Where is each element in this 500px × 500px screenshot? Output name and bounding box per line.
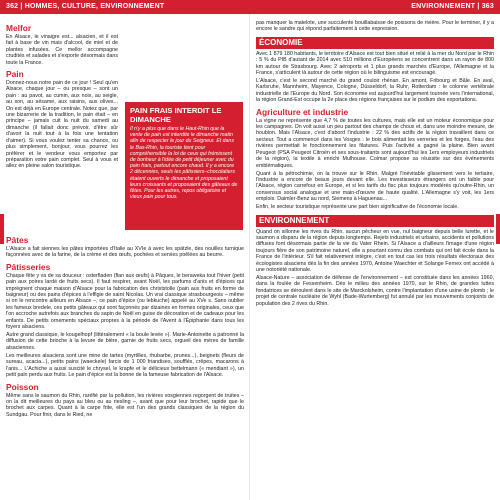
paragraph-agriculture-1: La vigne ne représente que 4,7 % de toutes les cultures, mais elle est un moteur économique pour les campagnes. On voit aussi un peu partout des champs de choux et, dans une moindre mesure, de houblon. Mais l'Alsace, c'est d'abord l'industrie : 22 % des actifs de la région travaillent dans ce secteur. Tout a commencé dans les Vosges : le bois alimentait les verreries et les forges, l'eau des rivières permettait le fonctionnement les filatures. Puis l'activité a gagné la plaine. Bien avant Peugeot (PSA Peugeot Citroën et ses sous-traitants sont aujourd'hui les 1ers employeurs industriels de la région), la textile à enrichi Mulhouse. Colmar propose sa réussite sur des événements emblématiques.: [256, 117, 494, 169]
paragraph-environnement-2: Alsace-Nature – association de défense de l'environnement – est constituée dans les années 1960, dans la foulée de Fessenheim. Dès le milieu des années 1970, sur le Rhin, de grandes luttes fondatrices se déroulent dans le site de Marckolsheim, contre l'implantation d'une usine de plomb ; le projet de centrale nucléaire de Wyhl (Bade-Wurtemberg) fut annulé par les mouvements conjoints de population des 2 rives du Rhin.: [256, 274, 494, 307]
left-running-header: 362 | HOMMES, CULTURE, ENVIRONNEMENT: [6, 3, 165, 10]
right-page-edge-tab: [496, 214, 500, 244]
page-header-bar: [0, 0, 500, 14]
heading-poisson: Poisson: [6, 381, 39, 392]
heading-melfor: Melfor: [6, 23, 32, 33]
left-page-edge-tab: [0, 214, 4, 244]
heading-environnement: ENVIRONNEMENT: [256, 215, 494, 227]
box-body: Il n'y a plus que dans le Haut-Rhin que la vente de pain est interdite le dimanche matin afin de respecter le jour du Seigneur. Et dans le Bas-Rhin, la touriste tient pour compréhensible la loi de ceux qui frémissent de bonheur à l'idée de petit déjeuner avec du pain frais, partout encore chaud. Il y a encore 2 décennies, seuls les pâtissiers–chocolatiers étaient ouverts le dimanche et proposaient leurs croissants et proposaient des gâteaux de fêtes. Pour les autres, repos obligatoire et vieux pain pour tous.: [130, 126, 238, 201]
paragraph-continuation: pas manquer la matelote, une succulente bouillabaisse de poissons de rivière. Pour le terminer, il y a encore le sandre qui répond parfaitement à cette expression.: [256, 20, 494, 33]
paragraph-melfor: En Alsace, le vinaigre est... alsacien, et il est fait à base de vin mais d'alcool, de miel et de plantes infusées. Ce mellor accompagne crudités et salades et s'exporte désormais dans toute la France.: [6, 34, 118, 66]
paragraph-pain: Donnez-nous notre pain de ce jour ! Seul qu'en Alsace, chaque jour – ou presque – sont un pain : au pavot, au cumin, aux noix, au seigle, au son, au sésame, aux raisins, aux olives... On est déjà en Europe centrale. Notez que, par une bizarrerie de la tradition, le pain était – en principe – jamais cuit la nuit du samedi au dimanche (il fallait donc prévoir, d'être sûr d'avoir la nuit tout à la fois une tentation d'aimer). Si vous voulez tenter sa chance, ou plus simplement, bonjour, vous pourrez les préférer et le vendeur vous emportez par préparation votre pain complet. Seul à vous et allez en pleine salon touristique.: [6, 80, 118, 170]
right-page-content: [256, 20, 494, 494]
paragraph-patisseries-2: Autre grand classique, le kougelhopf (littéralement « la boule levée »). Marie-Antoinette a patronné la diffusion de cette brioche à la levure de bière, garnie de fruits secs, orgueil des mères de famille alsaciennes.: [6, 332, 244, 351]
paragraph-environnement-1: Quand on sillonne les rives du Rhin, aucun pêcheur en vue, nul baigneur depuis belle lurette, et le saumon a disparu de la région depuis longtemps. Rejets industriels et urbains, accidents et pollutions diffuses font désormais partie de la vie du Vater Rhein. Si l'Alsace a d'ailleurs l'image d'une région toujours fière de son patrimoine naturel, elle a pourtant connu des combats qui ont fait école dans la France de l'intérieur. S'il fait relativement intègre, c'est en tout cas les trois résultats électoraux des écologistes alsaciens dès la fin des années 1970, Antoine Waechter et Solange Fernex ont accédé à une notoriété nationale.: [256, 228, 494, 273]
paragraph-economie-2: L'Alsace, c'est le second marché du grand couloir rhénan. En amont, Fribourg et Bâle. En aval, Karlsruhe, Mannheim, Mayence, Cologne, Düsseldorf, la Ruhr, Rotterdam : le colonne vertébrale industrielle de l'Europe du Nord. Son économie est aujourd'hui largement tournée vers l'international, la région Grand-Est occupe la 2e place des régions françaises sur le podium des exportations.: [256, 78, 494, 104]
paragraph-economie-1: Avec 1 879 180 habitants, le territoire d'Alsace est tout bien situé et relié à la mer du Nord par le Rhin : 5 % du PIB d'autant de 2014 avec 510 millions d'Européens se concentrent dans un rayon de 800 km autour de Strasbourg. Avec 2 aéroports et 1 plus grands marchés d'Europe, l'Allemagne et la France, s'articulent là autour de cette région où le bilinguisme est encouragé.: [256, 50, 494, 77]
right-running-header: ENVIRONNEMENT | 363: [411, 3, 494, 10]
heading-economie: ÉCONOMIE: [256, 37, 494, 49]
sidebar-box-pain-dimanche: [125, 102, 243, 230]
heading-pates: Pâtes: [6, 235, 29, 245]
heading-agriculture: Agriculture et industrie: [256, 106, 349, 117]
paragraph-pates: L'Alsace a fait siennes les pâtes importées d'Italie au XVIe à avec les spätzle, des nouilles turnique façonnées avec de la farine, de la crème et des œufs, pochées et servies poêlées au beurre.: [6, 246, 244, 259]
heading-pain: Pain: [6, 69, 24, 80]
paragraph-poisson: Même sans le saumon du Rhin, raréfié par la pollution, les rivières vosgiennes regorgent de truites – on la dit meilleures du pays au bleu ou au riesling –, avant que pour leur brochet, rapide que le brochet aux carpes. Quant à la carpe frite, elle est l'un des grands classiques de la région du Sundgau. Pour finir, dans le Ried, ne: [6, 392, 244, 418]
box-title: PAIN FRAIS INTERDIT LE DIMANCHE: [130, 106, 222, 124]
paragraph-patisseries-3: Les meilleures alsaciens sont une mine de tartes (myrtilles, rhubarbe, prunes...), beignets (fleurs de sureau, acacia...), petits pains (waeckele) farcis de 1 000 friandises, soufflés, crêpes, macarons à l'anis... L'Achiche a aussi suscité le chrysel, le krapfe et le délicieux bettelmann (« mendiant »), un petit pain perdu aux fruits. Le pain d'épice est la bonne de la fameuse fabrication de l'Alsace.: [6, 352, 244, 379]
heading-patisseries: Pâtisseries: [6, 261, 51, 272]
paragraph-agriculture-3: Enfin, le secteur touristique représente une part bien significative de l'économie locale.: [256, 204, 459, 211]
left-page-lower-section: [6, 232, 244, 494]
paragraph-patisseries-1: Chaque fête y va de sa douceur : osterfladen (flan aux œufs) à Pâques, le beraweka tout l'hiver (petit pain aux poires lardé de fruits secs). Il faut respirer, avant Noël, les parfums d'anis et d'épices qui imprègnent chaque maison d'Alsace pour la fabrication des christstolle (pain aux fruits en forme de baigneur) ou des pains d'épices à l'effigie de saint Nicolas. Un vrai classique strasbourgeois – même si on le rencontre ailleurs en Alsace –, ce pain d'épice (ou lebkuche) appelé au XVe s. Sans oublier les fameux bredele, ces petits gâteaux qui sont façonnés par dizaines en formes originales, ceux que l'on accroche autrefois aux branches du sapin de Noël en guise de décoration et de cadeaux pour les enfants. De petits ornements spéciaux propres à la période de l'Avent à l'Épiphanie dans tous les foyers alsaciens.: [6, 272, 244, 331]
page-gutter: [249, 14, 250, 500]
paragraph-agriculture-2: Quant à la pétrochimie, on la trouve sur le Rhin. Malgré l'inévitable glissement vers le tertiaire, l'industrie a encore de beaux jours devant elle. Les investisseurs étrangers ont un faible pour l'Alsace, région carrefour en Europe, et si les tarifs du fisc plus toujours modérés qu'outre-Rhin, un consensus social analogue et une main-d'œuvre de haute qualité. L'Allemagne s'y voit, les 1ers emplois: Daimler-Benz au nord, Siemens à Haguenau...: [256, 170, 494, 203]
left-page-column-2-top: [125, 20, 243, 96]
